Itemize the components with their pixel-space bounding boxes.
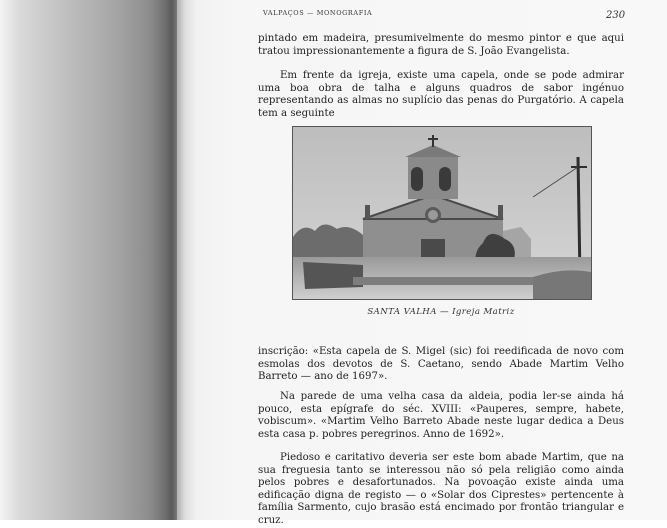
paragraph-5: Piedoso e caritativo deveria ser este bom abade Martim, que na sua freguesia tanto se interessou não só pela religião como ainda pelos pobres e desafortunados. Na povoação existe ainda uma edificação digna de registo — o «Solar dos Ciprestes» pertencente à família Sarmento, cujo brasão está encimado por frontão triangular e cruz. (258, 452, 624, 526)
paragraph-1: pintado em madeira, presumivelmente do mesmo pintor e que aqui tratou impressionantemente a figura de S. João Evangelista. (258, 33, 624, 57)
photo-caption: SANTA VALHA — Igreja Matriz (367, 307, 515, 317)
church-photograph (292, 126, 592, 300)
paragraph-4: Na parede de uma velha casa da aldeia, podia ler-se ainda há pouco, esta epígrafe do séc. XVIII: «Pauperes, sempre, habete, vobiscum». «Martim Velho Barreto Abade neste lugar dedica a Deus esta casa p. pobres peregrinos. Anno de 1692». (258, 391, 624, 440)
paragraph-3: inscrição: «Esta capela de S. Migel (sic) foi reedificada de novo com esmolas dos devotos de S. Caetano, sendo Abade Martim Velho Barreto — ano de 1697». (258, 346, 624, 383)
paragraph-2: Em frente da igreja, existe uma capela, onde se pode admirar uma boa obra de talha e alguns quadros de sabor ingénuo representando as almas no suplício das penas do Purgatório. A capela tem a seguinte (258, 70, 624, 119)
left-page-margin (0, 0, 180, 520)
running-header: VALPAÇOS — MONOGRAFIA (263, 9, 373, 17)
page-number: 230 (606, 10, 626, 21)
